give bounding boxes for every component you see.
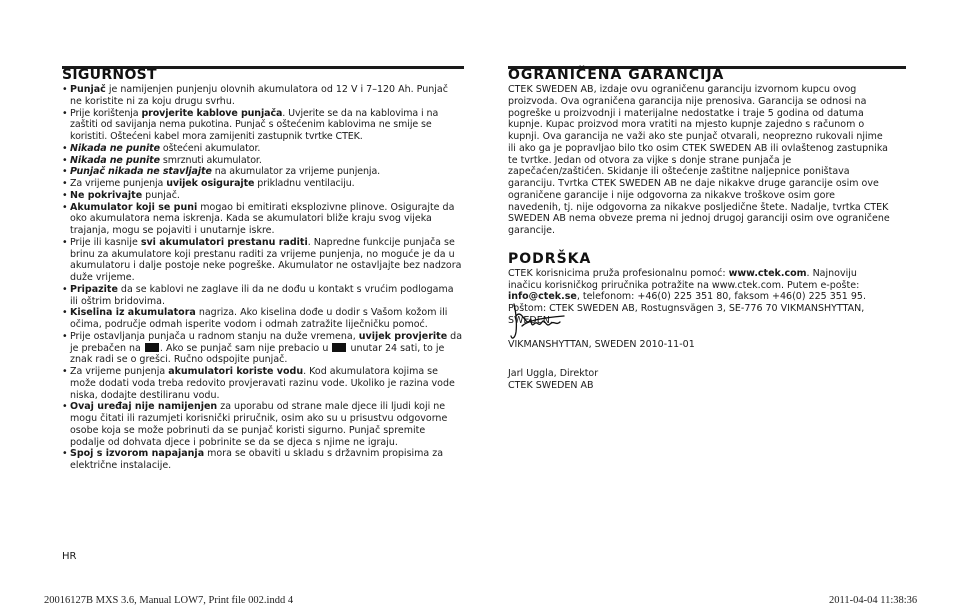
safety-list xyxy=(62,84,462,472)
safety-column xyxy=(62,64,462,472)
warranty-text: CTEK SWEDEN AB, izdaje ovu ograničenu garanciju izvornom kupcu ovog proizvoda. Ova ograničena garancija nije prenosiva. Garancija se odnosi na pogreške u proizvodnji i materijalne nedostatke i traje 5 godina od datuma kupnje. Kupac proizvod mora vratiti na mjesto kupnje zajedno s računom o kupnji. Ova garancija ne važi ako ste punjač otvarali, neoprezno rukovali njime ili ako ga je popravljao bilo tko osim CTEK SWEDEN AB ili ovlaštenog zastupnika te tvrtke. Jedan od otvora za vijke s donje strane punjača je zapečaćen/zaštićen. Skidanje ili oštećenje zaštitne naljepnice poništava garanciju. Tvrtka CTEK SWEDEN AB ne daje nikakve druge garancije osim ove ograničene garancije i nije odgovorna za nikakve troškove osim gore navedenih, tj. nije odgovorna za nikakve posljedične štete. Nadalje, tvrtka CTEK SWEDEN AB nema obveze prema ni jednoj drugoj garanciji osim ove ograničene garancije. xyxy=(508,84,890,236)
warranty-heading: OGRANIČENA GARANCIJA xyxy=(508,67,725,83)
list-item: • Punjač nikada ne stavljajte na akumulator za vrijeme punjenja. xyxy=(62,166,462,178)
language-code: HR xyxy=(62,551,77,562)
signer-name: Jarl Uggla, Direktor xyxy=(508,368,599,379)
footer-file-info: 20016127B MXS 3.6, Manual LOW7, Print file 002.indd 4 xyxy=(44,595,294,606)
signature-image xyxy=(508,298,568,348)
list-item: • Prije ostavljanja punjača u radnom stanju na duže vremena, uvijek provjerite da je prebačen na . Ako se punjač sam nije prebacio u unutar 24 sati, to je znak radi se o grešci. Ručno odspojite punjač. xyxy=(62,331,462,366)
list-item: • Za vrijeme punjenja uvijek osigurajte prikladnu ventilaciju. xyxy=(62,178,462,190)
mode-icon xyxy=(332,343,346,352)
list-item: • Punjač je namijenjen punjenju olovnih akumulatora od 12 V i 7–120 Ah. Punjač ne koristite ni za koju drugu svrhu. xyxy=(62,84,462,108)
place-date: VIKMANSHYTTAN, SWEDEN 2010-11-01 xyxy=(508,338,695,350)
support-website[interactable]: www.ctek.com xyxy=(728,267,807,279)
list-item: • Za vrijeme punjenja akumulatori koriste vodu. Kod akumulatora kojima se može dodati voda treba redovito provjeravati razinu vode. Ukoliko je razina vode niska, dodajte destiliranu vodu. xyxy=(62,366,462,401)
mode-icon xyxy=(145,343,159,352)
list-item: • Ovaj uređaj nije namijenjen za uporabu od strane male djece ili ljudi koji ne mogu čitati ili razumjeti korisnički priručnik, osim ako su u prisustvu odgovorne osobe koja se može pobrinuti da se punjač koristi sigurno. Punjač spremite podalje od dohvata djece i pobrinite se da se djeca s njime ne igraju. xyxy=(62,401,462,448)
footer-timestamp: 2011-04-04 11:38:36 xyxy=(829,595,918,606)
list-item: • Prije korištenja provjerite kablove punjača. Uvjerite se da na kablovima i na zaštiti od savijanja nema pukotina. Punjač s oštećenim kablovima ne smije se koristiti. Oštećeni kabel mora zamijeniti zastupnik tvrtke CTEK. xyxy=(62,108,462,143)
list-item: • Prije ili kasnije svi akumulatori prestanu raditi. Napredne funkcije punjača se brinu za akumulatore koji prestanu raditi za vrijeme punjenja, no moguće je da u akumulatoru i dalje postoje neke pogreške. Akumulator ne ostavljajte bez nadzora duže vrijeme. xyxy=(62,237,462,284)
list-item: • Nikada ne punite oštećeni akumulator. xyxy=(62,143,462,155)
list-item: • Ne pokrivajte punjač. xyxy=(62,190,462,202)
signer-company: CTEK SWEDEN AB xyxy=(508,379,594,391)
list-item: • Pripazite da se kablovi ne zaglave ili da ne dođu u kontakt s vrućim podlogama ili oštrim bridovima. xyxy=(62,284,462,308)
list-item: • Nikada ne punite smrznuti akumulator. xyxy=(62,155,462,167)
support-email[interactable]: info@ctek.se xyxy=(508,291,577,303)
support-heading: PODRŠKA xyxy=(508,250,592,267)
safety-heading: SIGURNOST xyxy=(62,67,157,83)
list-item: • Akumulator koji se puni mogao bi emitirati eksplozivne plinove. Osigurajte da oko akumulatora nema iskrenja. Kada se akumulatori bliže kraju svog vijeka trajanja, mogu se pojaviti i unutarnje iskre. xyxy=(62,202,462,237)
list-item: • Kiselina iz akumulatora nagriza. Ako kiselina dođe u dodir s Vašom kožom ili očima, područje odmah isperite vodom i odmah zatražite liječničku pomoć. xyxy=(62,307,462,331)
signer-block xyxy=(508,368,598,392)
list-item: • Spoj s izvorom napajanja mora se obaviti u skladu s državnim propisima za električne instalacije. xyxy=(62,448,462,472)
support-text: CTEK korisnicima pruža profesionalnu pomoć: www.ctek.com. Najnoviju inačicu korisničkog priručnika potražite na www.ctek.com. Putem e-pošte: info@ctek.se, telefonom: +46(0) 225 351 80, faksom +46(0) 225 351 95. Poštom: CTEK SWEDEN AB, Rostugnsvägen 3, SE-776 70 VIKMANSHYTTAN, SWEDEN. xyxy=(508,267,866,326)
